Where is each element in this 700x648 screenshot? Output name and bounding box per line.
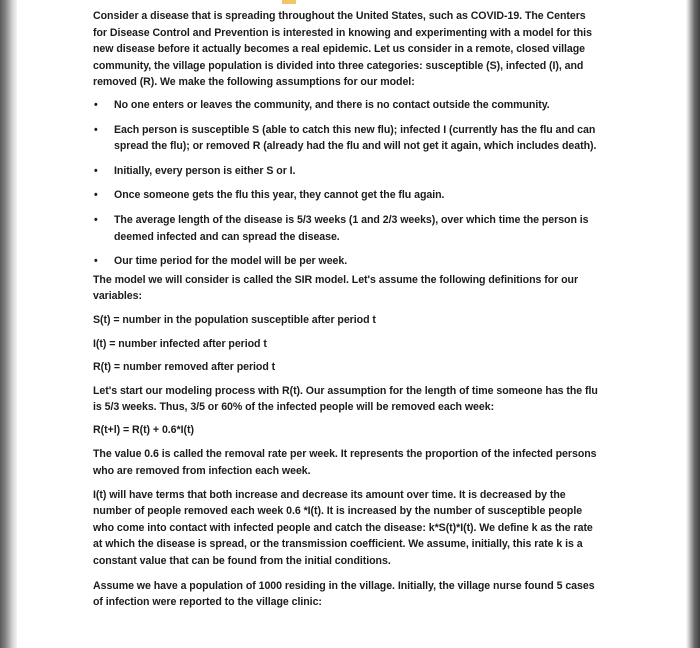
- definition-i: I(t) = number infected after period t: [93, 337, 267, 350]
- bullet-icon: •: [94, 255, 98, 268]
- bullet-icon: •: [94, 98, 98, 111]
- infected-terms-paragraph: I(t) will have terms that both increase and decrease its amount over time. It is decreased by the number of people removed each week 0.6 *I(t). It is increased by the number of susceptible people who come into contact with infected people and catch the disease: k*S(t)*I(t). We define k as the rate at which the disease is spread, or the transmission coefficient. We assume, initially, this rate k is a constant value that can be found from the initial conditions.: [93, 488, 593, 568]
- assumption-item: [93, 212, 598, 245]
- bullet-icon: •: [94, 164, 98, 177]
- population-paragraph: Assume we have a population of 1000 residing in the village. Initially, the village nurse found 5 cases of infection were reported to the village clinic:: [93, 579, 595, 609]
- assumption-text: No one enters or leaves the community, and there is no contact outside the community.: [114, 98, 550, 111]
- removal-rate-paragraph: The value 0.6 is called the removal rate per week. It represents the proportion of the infected persons who are removed from infection each week.: [93, 448, 597, 478]
- assumption-text: Initially, every person is either S or I.: [114, 164, 296, 177]
- assumption-text: Each person is susceptible S (able to catch this new flu); infected I (currently has the flu and can spread the flu); or removed R (already had the flu and will not get it again, which includes death).: [114, 123, 597, 153]
- page-left-shadow: [0, 0, 17, 648]
- assumption-text: The average length of the disease is 5/3 weeks (1 and 2/3 weeks), over which time the person is deemed infected and can spread the disease.: [114, 213, 589, 243]
- top-tab-marker: [282, 0, 296, 4]
- definition-s: S(t) = number in the population susceptible after period t: [93, 313, 376, 326]
- assumption-item: [93, 97, 598, 114]
- rt-equation: R(t+l) = R(t) + 0.6*I(t): [93, 423, 194, 436]
- bullet-icon: •: [94, 213, 98, 226]
- intro-paragraph: Consider a disease that is spreading throughout the United States, such as COVID-19. The Centers for Disease Control and Prevention is interested in knowing and experimenting with a model for this new disease before it actually becomes a real epidemic. Let us consider in a remote, closed village community, the village population is divided into three categories: susceptible (S), infected (I), and removed (R). We make the following assumptions for our model:: [93, 10, 592, 89]
- assumption-item: [93, 187, 598, 204]
- page-right-shadow: [686, 0, 700, 648]
- assumption-item: [93, 253, 598, 270]
- assumption-item: [93, 122, 598, 155]
- bullet-icon: •: [94, 123, 98, 136]
- definition-r: R(t) = number removed after period t: [93, 361, 276, 374]
- assumption-text: Once someone gets the flu this year, they cannot get the flu again.: [114, 189, 445, 202]
- assumption-text: Our time period for the model will be per week.: [114, 255, 348, 268]
- model-intro-paragraph: The model we will consider is called the SIR model. Let's assume the following definitions for our variables:: [93, 273, 579, 303]
- rt-intro-paragraph: Let's start our modeling process with R(t). Our assumption for the length of time someone has the flu is 5/3 weeks. Thus, 3/5 or 60% of the infected people will be removed each week:: [93, 384, 598, 414]
- document-body: [93, 8, 598, 611]
- bullet-icon: •: [94, 189, 98, 202]
- assumption-item: [93, 163, 598, 180]
- assumptions-list: [93, 97, 598, 270]
